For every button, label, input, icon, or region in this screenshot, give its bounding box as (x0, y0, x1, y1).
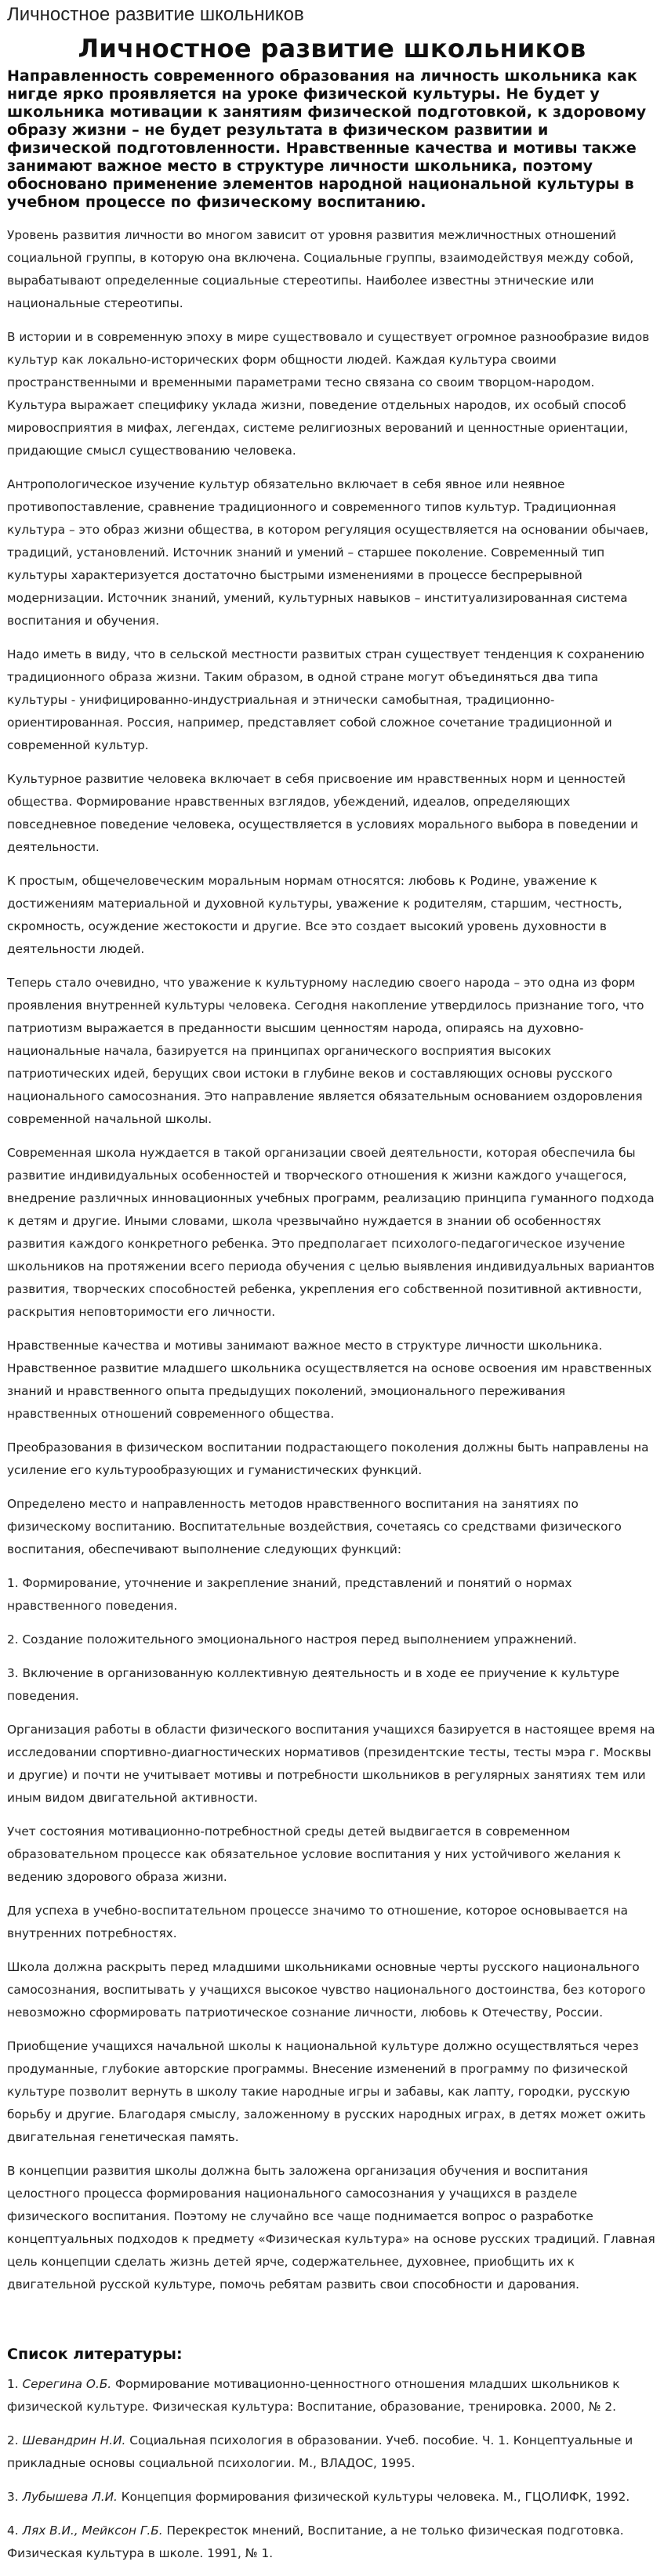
paragraph: Организация работы в области физического воспитания учащихся базируется в настоящее время на исследовании спортивно-диагностических нормативов (президентские тесты, тесты мэра г. Москвы и другие) и почти не учитывает мотивы и потребности школьников в регулярных занятиях тем или иным видом двигательной активности. (7, 1723, 655, 1805)
paragraph: Определено место и направленность методов нравственного воспитания на занятиях по физическому воспитанию. Воспитательные воздействия, сочетаясь со средствами физического воспитания, обеспечивают выполнение следующих функций: (7, 1497, 622, 1556)
paragraph: Уровень развития личности во многом зависит от уровня развития межличностных отношений социальной группы, в которую она включена. Социальные группы, взаимодействуя между собой, вырабатывают определенные социальные стереотипы. Наиболее известны этнические или национальные стереотипы. (7, 228, 634, 310)
paragraph: Антропологическое изучение культур обязательно включает в себя явное или неявное противопоставление, сравнение традиционного и современного типов культур. Традиционная культура – это образ жизни общества, в котором регуляция осуществляется на основании обычаев, традиций, установлений. Источник знаний и умений – старшее поколение. Современный тип культуры характеризуется достаточно быстрыми изменениями в процессе беспрерывной модернизации. Источник знаний, умений, культурных навыков – институализированная система воспитания и обучения. (7, 477, 649, 628)
paragraph: Приобщение учащихся начальной школы к национальной культуре должно осуществляться через продуманные, глубокие авторские программы. Внесение изменений в программу по физической культуре позволит вернуть в школу такие народные игры и забавы, как лапту, городки, русскую борьбу и другие. Благодаря смыслу, заложенному в русских народных играх, в детях может ожить двигательная генетическая память. (7, 2039, 646, 2144)
paragraph: В истории и в современную эпоху в мире существовало и существует огромное разнообразие видов культур как локально-исторических форм общности людей. Каждая культура своими пространственными и временными параметрами тесно связана со своим творцом-народом. Культура выражает специфику уклада жизни, поведение отдельных народов, их особый способ мировосприятия в мифах, легендах, системе религиозных верований и ценностные ориентации, придающие смысл существованию человека. (7, 330, 650, 458)
reference-item (7, 2429, 657, 2475)
article-lead: Направленность современного образования на личность школьника как нигде ярко проявляется на уроке физической культуры. Не будет у школьника мотивации к занятиям физической подготовкой, к здоровому образу жизни – не будет результата в физическом развитии и физической подготовленности. Нравственные качества и мотивы также занимают важное место в структуре личности школьника, поэтому обосновано применение элементов народной национальной культуры в учебном процессе по физическому воспитанию. (7, 67, 647, 211)
references-list (7, 2373, 657, 2565)
paragraph: В концепции развития школы должна быть заложена организация обучения и воспитания целостного процесса формирования национального самосознания у учащихся в разделе физического воспитания. Поэтому не случайно все чаще поднимается вопрос о разработке концептуальных подходов к предмету «Физическая культура» на основе русских традиций. Главная цель концепции сделать жизнь детей ярче, содержательнее, духовнее, приобщить их к двигательной русской культуре, помочь ребятам развить свои способности и дарования. (7, 2164, 655, 2292)
paragraph: Преобразования в физическом воспитании подрастающего поколения должны быть направлены на усиление его культурообразующих и гуманистических функций. (7, 1440, 649, 1477)
paragraph: К простым, общечеловеческим моральным нормам относятся: любовь к Родине, уважение к достижениям материальной и духовной культуры, уважение к родителям, старшим, честность, скромность, осуждение жестокости и другие. Все это создает высокий уровень духовности в деятельности людей. (7, 874, 622, 956)
references-heading: Список литературы: (7, 2346, 183, 2363)
list-item: 2. Создание положительного эмоционального настроя перед выполнением упражнений. (7, 1632, 577, 1647)
reference-author: Лях В.И., Мейксон Г.Б. (22, 2523, 163, 2538)
reference-item (7, 2373, 657, 2418)
paragraph: Культурное развитие человека включает в себя присвоение им нравственных норм и ценностей общества. Формирование нравственных взглядов, убеждений, идеалов, определяющих повседневное поведение человека, осуществляется в условиях морального выбора в поведении и деятельности. (7, 772, 639, 854)
reference-item (7, 2520, 657, 2565)
reference-text: Перекресток мнений, Воспитание, а не только физическая подготовка. Физическая культура в школе. 1991, № 1. (7, 2523, 624, 2560)
reference-number: 4. (7, 2523, 19, 2538)
article (0, 3, 664, 2565)
reference-text: Социальная психология в образовании. Учеб. пособие. Ч. 1. Концептуальные и прикладные основы социальной психологии. М., ВЛАДОС, 1995. (7, 2433, 633, 2470)
reference-number: 2. (7, 2433, 19, 2447)
article-title: Личностное развитие школьников (78, 34, 586, 63)
list-item: 3. Включение в организованную коллективную деятельность и в ходе ее приучение к культуре поведения. (7, 1666, 620, 1703)
reference-author: Серегина О.Б. (22, 2377, 112, 2391)
paragraph: Нравственные качества и мотивы занимают важное место в структуре личности школьника. Нравственное развитие младшего школьника осуществляется на основе освоения им нравственных знаний и нравственного опыта предыдущих поколений, эмоционального переживания нравственных отношений современного общества. (7, 1339, 652, 1421)
reference-text: Концепция формирования физической культуры человека. М., ГЦОЛИФК, 1992. (117, 2490, 630, 2504)
reference-text: Формирование мотивационно-ценностного отношения младших школьников к физической культуре. Физическая культура: Воспитание, образование, тренировка. 2000, № 2. (7, 2377, 620, 2414)
paragraph: Современная школа нуждается в такой организации своей деятельности, которая обеспечила бы развитие индивидуальных особенностей и творческого отношения к жизни каждого учащегося, внедрение различных инновационных учебных программ, реализацию принципа гуманного подхода к детям и другие. Иными словами, школа чрезвычайно нуждается в знании об особенностях развития каждого конкретного ребенка. Это предполагает психолого-педагогическое изучение школьников на протяжении всего периода обучения с целью выявления индивидуальных вариантов развития, творческих способностей ребенка, укрепления его собственной позитивной активности, раскрытия неповторимости его личности. (7, 1146, 655, 1319)
reference-item (7, 2486, 657, 2509)
paragraph: Школа должна раскрыть перед младшими школьниками основные черты русского национального самосознания, воспитывать у учащихся высокое чувство национального достоинства, без которого невозможно сформировать патриотическое сознание личности, любовь к Отечеству, России. (7, 1960, 646, 2020)
paragraph: Надо иметь в виду, что в сельской местности развитых стран существует тенденция к сохранению традиционного образа жизни. Таким образом, в одной стране могут объединяться два типа культуры - унифицированно-индустриальная и этнически самобытная, традиционно-ориентированная. Россия, например, представляет собой сложное сочетание традиционной и современной культур. (7, 647, 644, 752)
paragraph: Теперь стало очевидно, что уважение к культурному наследию своего народа – это одна из форм проявления внутренней культуры человека. Сегодня накопление утвердилось признание того, что патриотизм выражается в преданности высшим ценностям народа, опираясь на духовно-национальные начала, базируется на принципах органического восприятия высоких патриотических идей, берущих свои истоки в глубине веков и составляющих основы русского национального самосознания. Это направление является обязательным основанием оздоровления современной начальной школы. (7, 976, 644, 1126)
reference-author: Лубышева Л.И. (22, 2490, 118, 2504)
paragraph: Учет состояния мотивационно-потребностной среды детей выдвигается в современном образовательном процессе как обязательное условие воспитания у них устойчивого желания к ведению здорового образа жизни. (7, 1824, 622, 1884)
paragraph: Для успеха в учебно-воспитательном процессе значимо то отношение, которое основывается на внутренних потребностях. (7, 1904, 629, 1940)
reference-number: 1. (7, 2377, 19, 2391)
page-heading: Личностное развитие школьников (7, 4, 304, 25)
list-item: 1. Формирование, уточнение и закрепление знаний, представлений и понятий о нормах нравственного поведения. (7, 1576, 572, 1613)
reference-author: Шевандрин Н.И. (22, 2433, 126, 2447)
reference-number: 3. (7, 2490, 19, 2504)
article-body (7, 224, 657, 2296)
